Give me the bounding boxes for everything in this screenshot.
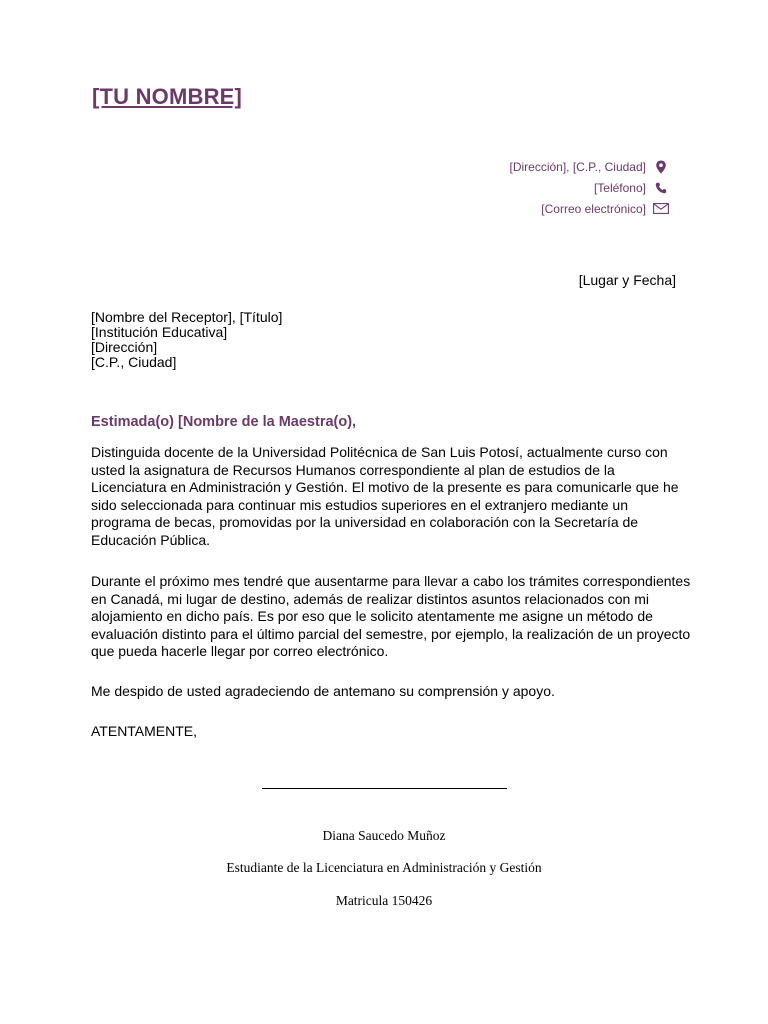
contact-phone-row bbox=[310, 177, 670, 198]
receiver-institution: [Institución Educativa] bbox=[91, 324, 228, 340]
signature-role: Estudiante de la Licenciatura en Administración y Gestión bbox=[226, 860, 542, 875]
receiver-name-title: [Nombre del Receptor], [Título] bbox=[91, 309, 283, 325]
contact-block bbox=[310, 156, 670, 219]
phone-icon bbox=[652, 181, 670, 195]
place-and-date: [Lugar y Fecha] bbox=[578, 272, 676, 288]
signature-student-id: Matricula 150426 bbox=[335, 893, 433, 908]
receiver-block bbox=[91, 310, 282, 370]
sender-name: [TU NOMBRE] bbox=[92, 84, 243, 109]
body-paragraph-2: Durante el próximo mes tendré que ausentarme para llevar a cabo los trámites correspondientes en Canadá, mi lugar de destino, además de realizar distintos asuntos relacionados con mi alojamiento en dicho país. Es por eso que le solicito atentamente me asigne un método de evaluación distinto para el último parcial del semestre, por ejemplo, la realización de un proyecto que pueda hacerle llegar por correo electrónico. bbox=[91, 573, 691, 659]
salutation: Estimada(o) [Nombre de la Maestra(o), bbox=[91, 414, 357, 430]
closing-phrase: ATENTAMENTE, bbox=[91, 723, 198, 739]
receiver-address: [Dirección] bbox=[91, 339, 158, 355]
contact-email: [Correo electrónico] bbox=[541, 201, 646, 216]
receiver-postal-city: [C.P., Ciudad] bbox=[91, 354, 177, 370]
envelope-icon bbox=[652, 202, 670, 216]
location-pin-icon bbox=[652, 160, 670, 174]
signature-name: Diana Saucedo Muñoz bbox=[322, 828, 446, 843]
contact-phone: [Teléfono] bbox=[593, 180, 646, 195]
signature-line bbox=[262, 788, 507, 789]
body-paragraph-1: Distinguida docente de la Universidad Politécnica de San Luis Potosí, actualmente curso con usted la asignatura de Recursos Humanos correspondiente al plan de estudios de la Licenciatura en Administración y Gestión. El motivo de la presente es para comunicarle que he sido seleccionada para continuar mis estudios superiores en el extranjero mediante un programa de becas, promovidas por la universidad en colaboración con la Secretaría de Educación Pública. bbox=[91, 444, 679, 548]
contact-address: [Dirección], [C.P., Ciudad] bbox=[509, 159, 646, 174]
contact-email-row bbox=[310, 198, 670, 219]
body-paragraph-3: Me despido de usted agradeciendo de antemano su comprensión y apoyo. bbox=[91, 683, 555, 699]
contact-address-row bbox=[310, 156, 670, 177]
